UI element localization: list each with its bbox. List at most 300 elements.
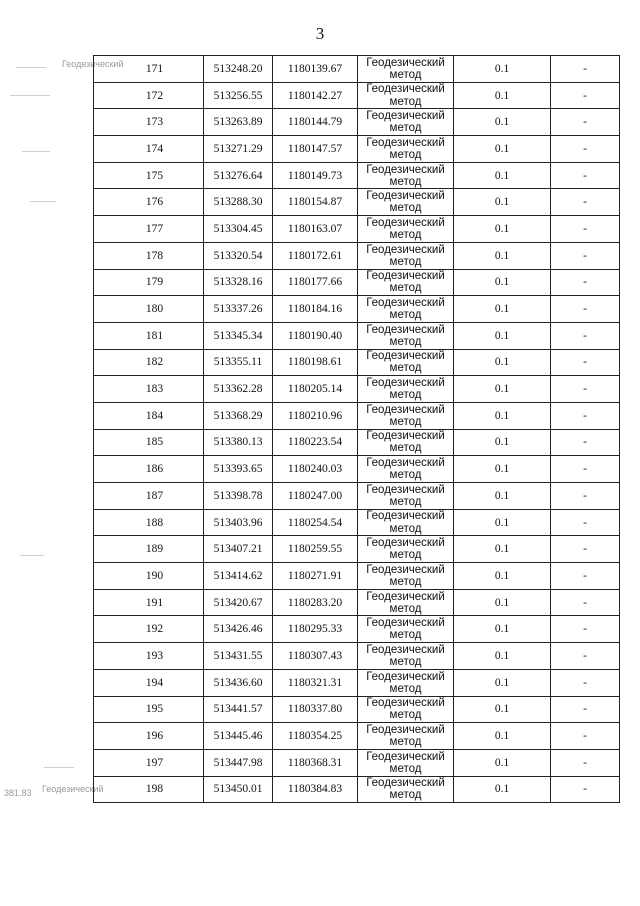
point-number-cell (94, 376, 204, 403)
point-number-cell (94, 162, 204, 189)
method-text: Геодезический метод (366, 537, 445, 562)
method-cell (358, 242, 454, 269)
note-cell (551, 509, 620, 536)
accuracy-text: 0.1 (494, 489, 510, 502)
method-text: Геодезический метод (366, 83, 445, 108)
note-cell (551, 296, 620, 323)
x-coordinate-cell (204, 509, 273, 536)
point-number-cell (94, 536, 204, 563)
point-number-text: 180 (145, 303, 164, 315)
x-coordinate-cell (204, 189, 273, 216)
note-cell (551, 749, 620, 776)
x-coordinate-cell (204, 349, 273, 376)
note-text: - (583, 569, 587, 582)
x-coordinate-text: 513445.46 (213, 730, 263, 742)
x-coordinate-text: 513368.29 (213, 409, 263, 422)
accuracy-text: 0.1 (494, 543, 510, 556)
table-row (94, 189, 620, 216)
method-text: Геодезический метод (366, 190, 445, 215)
note-text: - (583, 783, 587, 796)
accuracy-text: 0.1 (494, 516, 510, 529)
x-coordinate-text: 513450.01 (213, 783, 263, 796)
accuracy-text: 0.1 (494, 169, 510, 182)
method-cell (358, 696, 454, 723)
y-coordinate-text: 1180205.14 (287, 383, 343, 396)
point-number-text: 173 (145, 116, 164, 129)
point-number-text: 182 (145, 356, 164, 369)
x-coordinate-cell (204, 296, 273, 323)
y-coordinate-cell (273, 322, 358, 349)
point-number-cell (94, 349, 204, 376)
note-cell (551, 429, 620, 456)
note-text: - (583, 596, 587, 609)
table-row (94, 136, 620, 163)
note-text: - (583, 329, 587, 342)
x-coordinate-cell (204, 402, 273, 429)
y-coordinate-text: 1180190.40 (287, 329, 343, 342)
note-cell (551, 696, 620, 723)
x-coordinate-text: 513288.30 (213, 196, 263, 209)
accuracy-cell (454, 269, 551, 296)
method-text: Геодезический метод (366, 110, 445, 135)
y-coordinate-cell (273, 696, 358, 723)
accuracy-text: 0.1 (494, 703, 510, 716)
accuracy-cell (454, 536, 551, 563)
note-cell (551, 669, 620, 696)
note-cell (551, 589, 620, 616)
y-coordinate-text: 1180368.31 (287, 756, 343, 769)
x-coordinate-cell (204, 456, 273, 483)
note-text: - (583, 730, 587, 742)
method-text: Геодезический метод (366, 483, 445, 508)
y-coordinate-text: 1180184.16 (287, 303, 343, 315)
method-cell (358, 136, 454, 163)
accuracy-text: 0.1 (494, 249, 510, 262)
point-number-cell (94, 776, 204, 803)
x-coordinate-text: 513263.89 (213, 116, 263, 129)
y-coordinate-cell (273, 216, 358, 243)
x-coordinate-text: 513328.16 (213, 276, 263, 289)
point-number-cell (94, 589, 204, 616)
x-coordinate-text: 513447.98 (213, 756, 263, 769)
accuracy-cell (454, 56, 551, 83)
y-coordinate-cell (273, 136, 358, 163)
accuracy-cell (454, 483, 551, 510)
point-number-cell (94, 402, 204, 429)
y-coordinate-text: 1180210.96 (287, 409, 343, 422)
note-text: - (583, 116, 587, 129)
x-coordinate-text: 513271.29 (213, 142, 263, 155)
table-row (94, 696, 620, 723)
x-coordinate-cell (204, 56, 273, 83)
y-coordinate-text: 1180177.66 (287, 276, 343, 289)
accuracy-cell (454, 349, 551, 376)
method-cell (358, 643, 454, 670)
coordinates-table-body (94, 56, 620, 803)
y-coordinate-text: 1180144.79 (287, 116, 343, 129)
method-text: Геодезический метод (366, 377, 445, 402)
note-text: - (583, 89, 587, 102)
accuracy-cell (454, 616, 551, 643)
x-coordinate-cell (204, 376, 273, 403)
table-row (94, 296, 620, 323)
point-number-cell (94, 296, 204, 323)
method-text: Геодезический метод (366, 643, 445, 668)
method-cell (358, 162, 454, 189)
accuracy-cell (454, 189, 551, 216)
y-coordinate-text: 1180337.80 (287, 703, 343, 716)
x-coordinate-cell (204, 322, 273, 349)
accuracy-cell (454, 643, 551, 670)
point-number-text: 179 (145, 276, 164, 289)
accuracy-cell (454, 296, 551, 323)
note-cell (551, 136, 620, 163)
note-cell (551, 616, 620, 643)
accuracy-text: 0.1 (494, 383, 510, 396)
point-number-cell (94, 82, 204, 109)
note-text: - (583, 303, 587, 315)
note-text: - (583, 62, 587, 75)
note-text: - (583, 409, 587, 422)
y-coordinate-text: 1180307.43 (287, 649, 343, 662)
note-cell (551, 349, 620, 376)
y-coordinate-cell (273, 563, 358, 590)
y-coordinate-cell (273, 109, 358, 136)
point-number-text: 190 (145, 569, 164, 582)
method-cell (358, 189, 454, 216)
accuracy-text: 0.1 (494, 569, 510, 582)
x-coordinate-cell (204, 696, 273, 723)
y-coordinate-text: 1180271.91 (287, 569, 343, 582)
accuracy-text: 0.1 (494, 62, 510, 75)
x-coordinate-text: 513393.65 (213, 463, 263, 476)
x-coordinate-text: 513276.64 (213, 169, 263, 182)
point-number-cell (94, 696, 204, 723)
x-coordinate-text: 513320.54 (213, 249, 263, 262)
note-text: - (583, 516, 587, 529)
x-coordinate-text: 513441.57 (213, 703, 263, 716)
note-text: - (583, 489, 587, 502)
x-coordinate-cell (204, 82, 273, 109)
y-coordinate-cell (273, 749, 358, 776)
accuracy-text: 0.1 (494, 463, 510, 476)
table-row (94, 776, 620, 803)
x-coordinate-cell (204, 563, 273, 590)
method-text: Геодезический метод (366, 697, 445, 722)
y-coordinate-text: 1180240.03 (287, 463, 343, 476)
accuracy-text: 0.1 (494, 303, 510, 315)
method-cell (358, 376, 454, 403)
coordinates-table (93, 55, 620, 803)
accuracy-cell (454, 82, 551, 109)
note-text: - (583, 196, 587, 209)
y-coordinate-cell (273, 483, 358, 510)
y-coordinate-text: 1180147.57 (287, 142, 343, 155)
accuracy-text: 0.1 (494, 116, 510, 129)
accuracy-cell (454, 376, 551, 403)
y-coordinate-cell (273, 776, 358, 803)
x-coordinate-cell (204, 776, 273, 803)
y-coordinate-text: 1180354.25 (287, 730, 343, 742)
point-number-cell (94, 456, 204, 483)
point-number-cell (94, 56, 204, 83)
page-number: 3 (315, 24, 325, 43)
margin-fragment-bottom: Геодезический (42, 784, 104, 794)
table-row (94, 322, 620, 349)
point-number-text: 191 (145, 596, 164, 609)
method-cell (358, 349, 454, 376)
y-coordinate-cell (273, 509, 358, 536)
y-coordinate-cell (273, 616, 358, 643)
y-coordinate-text: 1180295.33 (287, 623, 343, 636)
method-cell (358, 82, 454, 109)
x-coordinate-text: 513403.96 (213, 516, 263, 529)
accuracy-cell (454, 216, 551, 243)
point-number-cell (94, 749, 204, 776)
point-number-cell (94, 136, 204, 163)
note-cell (551, 376, 620, 403)
point-number-cell (94, 723, 204, 750)
method-cell (358, 589, 454, 616)
y-coordinate-text: 1180149.73 (287, 169, 343, 182)
accuracy-cell (454, 456, 551, 483)
y-coordinate-cell (273, 269, 358, 296)
point-number-text: 186 (145, 463, 164, 476)
table-row (94, 109, 620, 136)
accuracy-cell (454, 669, 551, 696)
x-coordinate-text: 513398.78 (213, 489, 263, 502)
x-coordinate-text: 513256.55 (213, 89, 263, 102)
y-coordinate-cell (273, 429, 358, 456)
x-coordinate-cell (204, 162, 273, 189)
accuracy-cell (454, 563, 551, 590)
method-cell (358, 536, 454, 563)
note-text: - (583, 142, 587, 155)
point-number-text: 178 (145, 249, 164, 262)
point-number-cell (94, 643, 204, 670)
y-coordinate-cell (273, 536, 358, 563)
table-row (94, 456, 620, 483)
point-number-cell (94, 269, 204, 296)
point-number-text: 185 (145, 436, 164, 449)
method-text: Геодезический метод (366, 243, 445, 268)
point-number-text: 193 (145, 649, 164, 662)
table-row (94, 429, 620, 456)
x-coordinate-text: 513426.46 (213, 623, 263, 636)
method-cell (358, 456, 454, 483)
x-coordinate-text: 513345.34 (213, 329, 263, 342)
note-text: - (583, 463, 587, 476)
y-coordinate-cell (273, 242, 358, 269)
accuracy-text: 0.1 (494, 783, 510, 796)
point-number-cell (94, 509, 204, 536)
x-coordinate-text: 513414.62 (213, 569, 263, 582)
table-row (94, 749, 620, 776)
point-number-text: 184 (145, 409, 164, 422)
note-text: - (583, 756, 587, 769)
table-row (94, 723, 620, 750)
method-cell (358, 749, 454, 776)
accuracy-cell (454, 402, 551, 429)
note-cell (551, 483, 620, 510)
method-cell (358, 509, 454, 536)
point-number-text: 171 (145, 62, 164, 75)
y-coordinate-text: 1180247.00 (287, 489, 343, 502)
x-coordinate-cell (204, 643, 273, 670)
x-coordinate-text: 513248.20 (213, 62, 263, 75)
table-row (94, 162, 620, 189)
x-coordinate-cell (204, 109, 273, 136)
y-coordinate-text: 1180172.61 (287, 249, 343, 262)
y-coordinate-cell (273, 723, 358, 750)
note-text: - (583, 703, 587, 716)
method-cell (358, 776, 454, 803)
y-coordinate-cell (273, 162, 358, 189)
note-cell (551, 402, 620, 429)
note-cell (551, 162, 620, 189)
y-coordinate-cell (273, 349, 358, 376)
accuracy-cell (454, 429, 551, 456)
note-text: - (583, 222, 587, 235)
accuracy-cell (454, 723, 551, 750)
note-text: - (583, 543, 587, 556)
x-coordinate-text: 513337.26 (213, 303, 263, 315)
point-number-cell (94, 189, 204, 216)
y-coordinate-text: 1180259.55 (287, 543, 343, 556)
y-coordinate-cell (273, 669, 358, 696)
note-text: - (583, 676, 587, 689)
point-number-text: 174 (145, 142, 164, 155)
accuracy-text: 0.1 (494, 89, 510, 102)
point-number-cell (94, 616, 204, 643)
note-cell (551, 456, 620, 483)
y-coordinate-cell (273, 643, 358, 670)
method-text: Геодезический метод (366, 723, 445, 749)
point-number-text: 192 (145, 623, 164, 636)
point-number-text: 189 (145, 543, 164, 556)
scan-margin-left (0, 55, 124, 815)
x-coordinate-cell (204, 216, 273, 243)
y-coordinate-cell (273, 456, 358, 483)
accuracy-text: 0.1 (494, 222, 510, 235)
table-row (94, 269, 620, 296)
accuracy-text: 0.1 (494, 356, 510, 369)
x-coordinate-cell (204, 589, 273, 616)
table-row (94, 216, 620, 243)
y-coordinate-cell (273, 402, 358, 429)
accuracy-cell (454, 749, 551, 776)
method-cell (358, 563, 454, 590)
x-coordinate-text: 513355.11 (213, 356, 263, 369)
note-cell (551, 242, 620, 269)
accuracy-text: 0.1 (494, 623, 510, 636)
method-cell (358, 269, 454, 296)
point-number-cell (94, 242, 204, 269)
note-cell (551, 56, 620, 83)
x-coordinate-text: 513431.55 (213, 649, 263, 662)
accuracy-cell (454, 589, 551, 616)
x-coordinate-cell (204, 616, 273, 643)
y-coordinate-text: 1180163.07 (287, 222, 343, 235)
y-coordinate-cell (273, 189, 358, 216)
y-coordinate-text: 1180283.20 (287, 596, 343, 609)
accuracy-cell (454, 696, 551, 723)
y-coordinate-text: 1180154.87 (287, 196, 343, 209)
method-text: Геодезический метод (366, 296, 445, 322)
table-row (94, 643, 620, 670)
point-number-text: 194 (145, 676, 164, 689)
accuracy-cell (454, 509, 551, 536)
method-text: Геодезический метод (366, 777, 445, 802)
x-coordinate-text: 513362.28 (213, 383, 263, 396)
method-text: Геодезический метод (366, 350, 445, 375)
y-coordinate-cell (273, 296, 358, 323)
accuracy-text: 0.1 (494, 649, 510, 662)
accuracy-text: 0.1 (494, 676, 510, 689)
point-number-text: 181 (145, 329, 164, 342)
y-coordinate-text: 1180254.54 (287, 516, 343, 529)
point-number-cell (94, 563, 204, 590)
point-number-text: 196 (145, 730, 164, 742)
accuracy-text: 0.1 (494, 142, 510, 155)
method-text: Геодезический метод (366, 457, 445, 482)
point-number-text: 177 (145, 222, 164, 235)
point-number-cell (94, 216, 204, 243)
scan-margin-right (632, 55, 640, 815)
table-row (94, 616, 620, 643)
accuracy-cell (454, 136, 551, 163)
table-row (94, 669, 620, 696)
point-number-cell (94, 322, 204, 349)
x-coordinate-text: 513436.60 (213, 676, 263, 689)
method-text: Геодезический метод (366, 750, 445, 775)
note-text: - (583, 383, 587, 396)
method-cell (358, 483, 454, 510)
point-number-text: 188 (145, 516, 164, 529)
note-text: - (583, 169, 587, 182)
note-cell (551, 723, 620, 750)
method-cell (358, 322, 454, 349)
x-coordinate-cell (204, 136, 273, 163)
method-cell (358, 216, 454, 243)
method-text: Геодезический метод (366, 510, 445, 535)
note-cell (551, 82, 620, 109)
note-cell (551, 189, 620, 216)
y-coordinate-cell (273, 376, 358, 403)
table-row (94, 82, 620, 109)
table-row (94, 589, 620, 616)
method-cell (358, 109, 454, 136)
method-text: Геодезический метод (366, 670, 445, 695)
note-cell (551, 563, 620, 590)
method-cell (358, 402, 454, 429)
method-cell (358, 429, 454, 456)
note-text: - (583, 276, 587, 289)
note-cell (551, 322, 620, 349)
method-text: Геодезический метод (366, 270, 445, 295)
method-text: Геодезический метод (366, 590, 445, 615)
table-row (94, 483, 620, 510)
method-cell (358, 723, 454, 750)
point-number-cell (94, 109, 204, 136)
accuracy-text: 0.1 (494, 730, 510, 742)
note-text: - (583, 249, 587, 262)
method-text: Геодезический метод (366, 403, 445, 428)
y-coordinate-text: 1180139.67 (287, 62, 343, 75)
margin-fragment-value: 381.83 (4, 788, 32, 798)
margin-fragment-top: Геодезический (62, 59, 124, 69)
accuracy-text: 0.1 (494, 276, 510, 289)
